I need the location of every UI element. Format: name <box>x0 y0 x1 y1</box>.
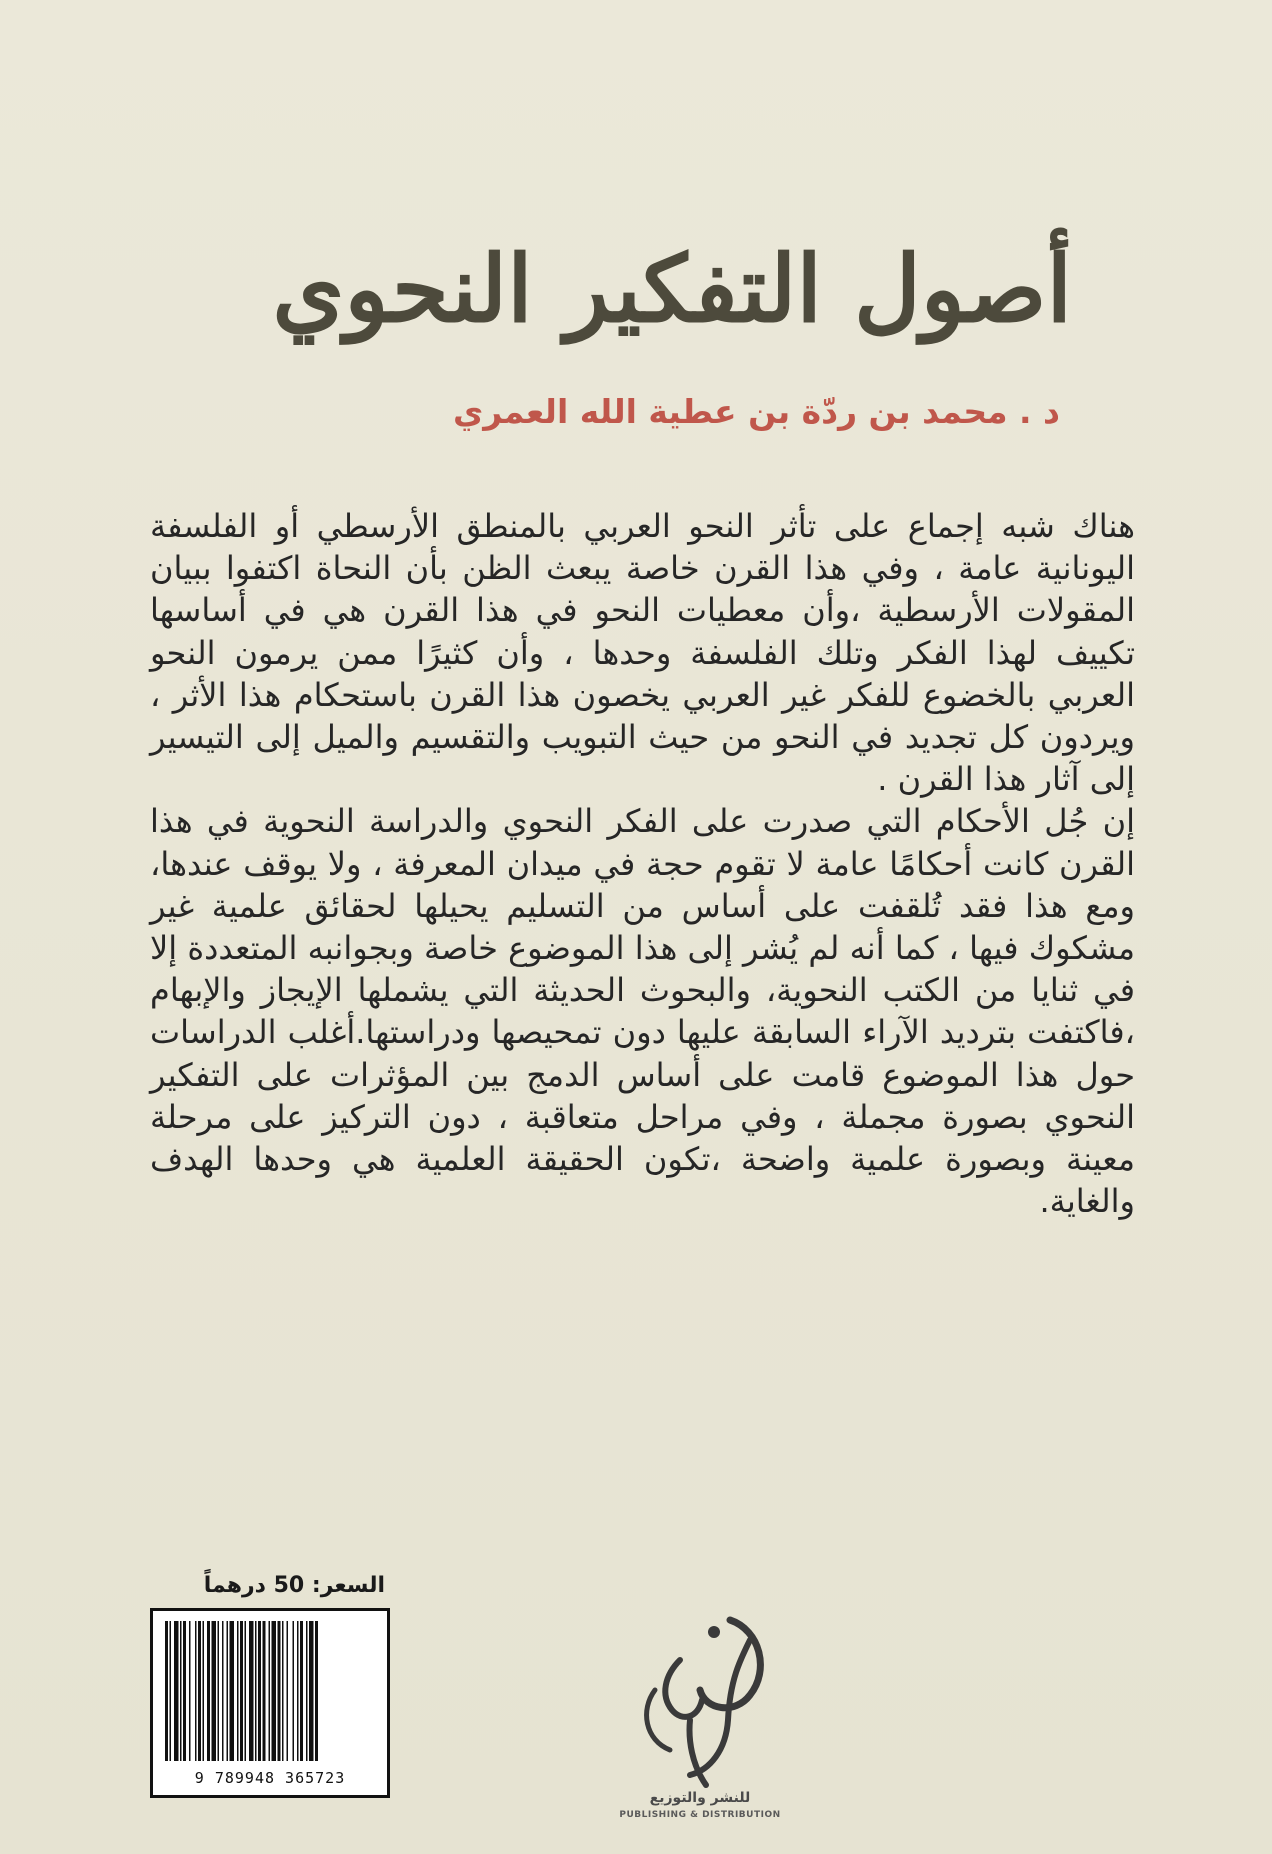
blurb-paragraph-2: إن جُل الأحكام التي صدرت على الفكر النحوي والدراسة النحوية في هذا القرن كانت أحكامًا عامة لا تقوم حجة في ميدان المعرفة ، ولا يوقف عندها، ومع هذا فقد تُلقفت على أساس من التسليم يحيلها لحقائق علمية غير مشكوك فيها ، كما أنه لم يُشر إلى هذا الموضوع خاصة وبجوانبه المتعددة إلا في ثنايا من الكتب النحوية، والبحوث الحديثة التي يشملها الإيجاز والإبهام ،فاكتفت بترديد الآراء السابقة عليها دون تمحيصها ودراستها.أغلب الدراسات حول هذا الموضوع قامت على أساس الدمج بين المؤثرات على التفكير النحوي بصورة مجملة ، وفي مراحل متعاقبة ، دون التركيز على مرحلة معينة وبصورة علمية واضحة ،تكون الحقيقة العلمية هي وحدها الهدف والغاية. <box>150 802 1135 1221</box>
book-title: أصول التفكير النحوي <box>272 235 1072 343</box>
isbn-barcode <box>150 1608 390 1798</box>
price-label: السعر: 50 درهماً <box>203 1573 385 1598</box>
barcode-bars-icon <box>163 1621 377 1761</box>
book-author: د . محمد بن ردّة بن عطية الله العمري <box>453 392 1060 431</box>
barcode-digits: 9 789948 365723 <box>194 1769 346 1787</box>
malameh-calligraphy-logo-icon <box>610 1600 790 1800</box>
publisher-name-arabic: للنشر والتوزيع <box>649 1790 751 1806</box>
book-blurb <box>150 505 1135 1222</box>
blurb-paragraph-1: هناك شبه إجماع على تأثر النحو العربي بالمنطق الأرسطي أو الفلسفة اليونانية عامة ، وفي هذا القرن خاصة يبعث الظن بأن النحاة اكتفوا ببيان المقولات الأرسطية ،وأن معطيات النحو في هذا القرن هي في أساسها تكييف لهذا الفكر وتلك الفلسفة وحدها ، وأن كثيرًا ممن يرمون النحو العربي بالخضوع للفكر غير العربي يخصون هذا القرن باستحكام هذا الأثر ، ويردون كل تجديد في النحو من حيث التبويب والتقسيم والميل إلى التيسير إلى آثار هذا القرن . <box>150 507 1135 799</box>
publisher-name-english: PUBLISHING & DISTRIBUTION <box>619 1810 781 1820</box>
